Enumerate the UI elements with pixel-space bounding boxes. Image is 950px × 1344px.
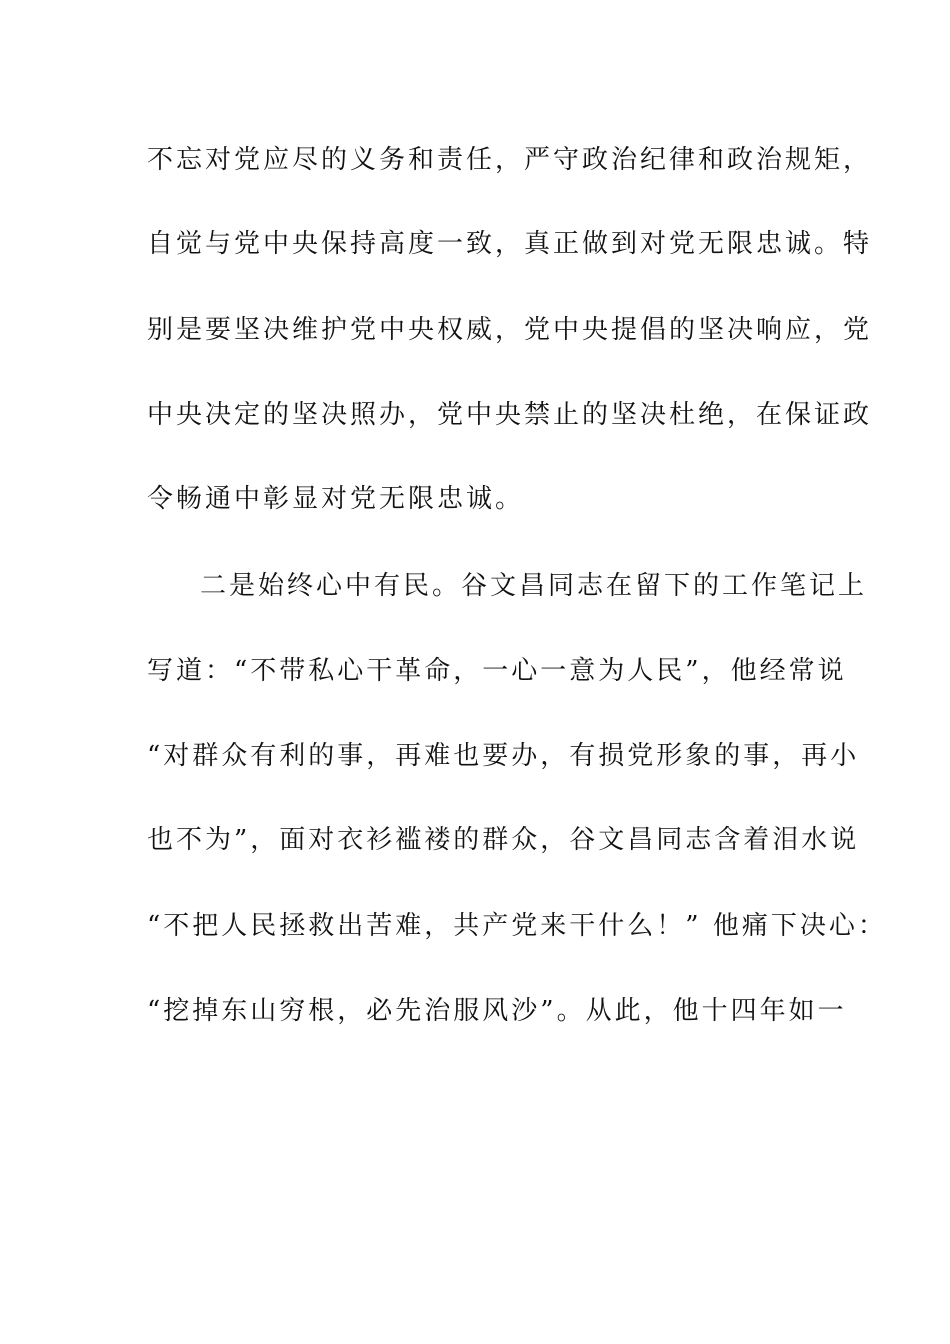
text-line: 不忘对党应尽的义务和责任，严守政治纪律和政治规矩， [147, 145, 873, 175]
text-line: 写道：“不带私心干革命，一心一意为人民”，他经常说 [147, 656, 847, 686]
paragraph-first-line: 二是始终心中有民。谷文昌同志在留下的工作笔记上 [200, 571, 868, 601]
text-line: “对群众有利的事，再难也要办，有损党形象的事，再小 [147, 741, 860, 771]
text-line: 别是要坚决维护党中央权威，党中央提倡的坚决响应，党 [147, 315, 873, 345]
text-line: “挖掉东山穷根，必先治服风沙”。从此，他十四年如一 [147, 996, 847, 1026]
text-line: 令畅通中彰显对党无限忠诚。 [147, 484, 525, 514]
text-line: “不把人民拯救出苦难，共产党来干什么！” 他痛下决心： [147, 911, 887, 941]
text-line: 也不为”，面对衣衫褴褛的群众，谷文昌同志含着泪水说 [147, 825, 860, 855]
text-line: 中央决定的坚决照办，党中央禁止的坚决杜绝，在保证政 [147, 400, 873, 430]
text-line: 自觉与党中央保持高度一致，真正做到对党无限忠诚。特 [147, 229, 873, 259]
